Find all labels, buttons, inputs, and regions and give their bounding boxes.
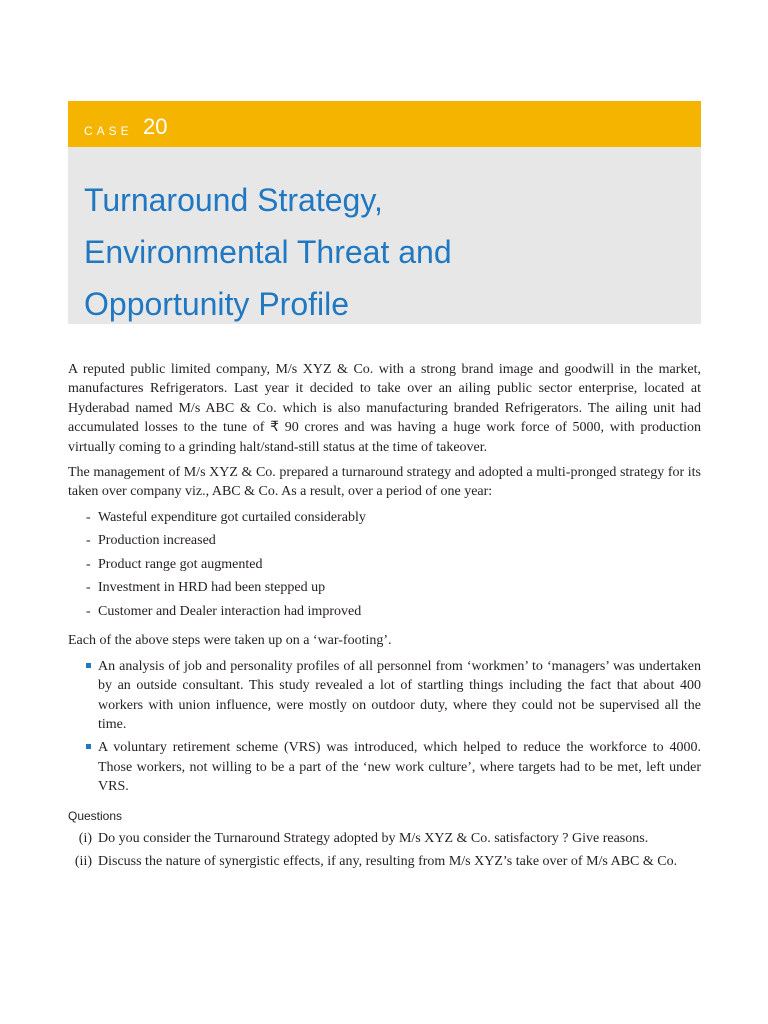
strategy-paragraph: The management of M/s XYZ & Co. prepared a turnaround strategy and adopted a multi-pronged strategy for its taken over company viz., ABC & Co. As a result, over a period of one year: — [68, 465, 701, 500]
list-item: A voluntary retirement scheme (VRS) was introduced, which helped to reduce the workforce to 4000. Those workers, not willing to be a part of the ‘new work culture’, where targets had to be met, left under VRS. — [68, 738, 701, 796]
case-body — [68, 360, 701, 875]
questions-heading: Questions — [68, 808, 123, 823]
question-item: (i) Do you consider the Turnaround Strategy adopted by M/s XYZ & Co. satisfactory ? Give reasons. — [78, 831, 649, 846]
measures-list — [68, 657, 701, 797]
case-number: 20 — [143, 114, 168, 139]
page-title-line-3: Opportunity Profile — [84, 286, 350, 322]
case-label: CASE — [84, 124, 133, 138]
page-title-line-2: Environmental Threat and — [84, 234, 452, 270]
square-bullet-icon — [86, 744, 91, 749]
war-footing-text: Each of the above steps were taken up on a ‘war-footing’. — [68, 633, 392, 649]
list-item: - Wasteful expenditure got curtailed considerably — [86, 509, 366, 525]
list-item: An analysis of job and personality profiles of all personnel from ‘workmen’ to ‘managers’ was undertaken by an outside consultant. This study revealed a lot of startling things including the fact that about 400 workers with union influence, were mostly on outdoor duty, where they could not be supervised all the time. — [68, 657, 701, 735]
intro-paragraph: A reputed public limited company, M/s XYZ & Co. with a strong brand image and goodwill in the market, manufactures Refrigerators. Last year it decided to take over an ailing public sector enterprise, located at Hyderabad named M/s ABC & Co. which is also manufacturing branded Refrigerators. The ailing unit had accumulated losses to the tune of ₹ 90 crores and was having a huge work force of 5000, with production virtually coming to a grinding halt/stand-still status at the time of takeover. — [68, 362, 701, 455]
page-title-line-1: Turnaround Strategy, — [84, 182, 383, 218]
square-bullet-icon — [86, 663, 91, 668]
list-item: - Investment in HRD had been stepped up — [86, 580, 326, 596]
list-item: - Product range got augmented — [86, 556, 263, 572]
results-list — [68, 508, 701, 626]
list-item: - Production increased — [86, 533, 216, 549]
list-item: - Customer and Dealer interaction had improved — [86, 603, 362, 619]
question-item: (ii) Discuss the nature of synergistic effects, if any, resulting from M/s XYZ’s take over of M/s ABC & Co. — [74, 854, 678, 869]
